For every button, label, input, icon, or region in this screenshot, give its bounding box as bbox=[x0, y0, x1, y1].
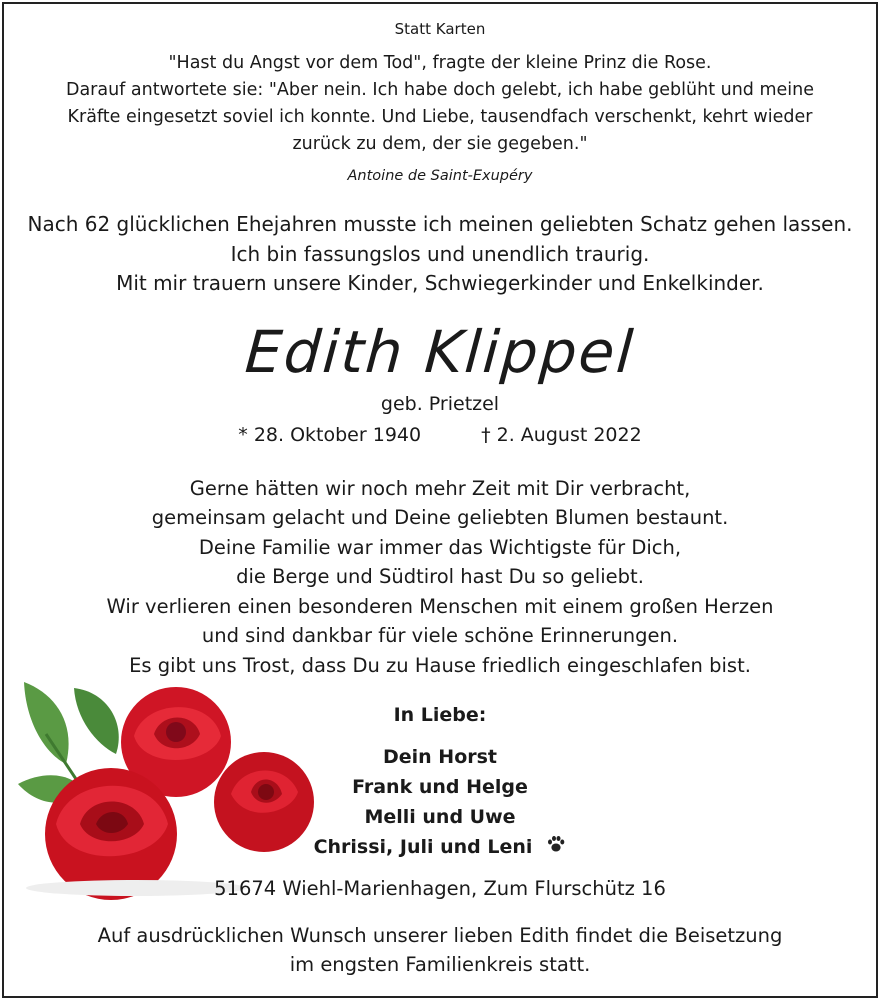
born-name: geb. Prietzel bbox=[380, 393, 500, 415]
closing-line: Auf ausdrücklichen Wunsch unserer lieben Edith findet die Beisetzung bbox=[97, 924, 783, 947]
tribute-line: Deine Familie war immer das Wichtigste für Dich, bbox=[198, 536, 682, 559]
intro-line: Nach 62 glücklichen Ehejahren musste ich meinen geliebten Schatz gehen lassen. bbox=[27, 212, 853, 236]
tribute-line: Gerne hätten wir noch mehr Zeit mit Dir verbracht, bbox=[189, 477, 691, 500]
tribute-line: Wir verlieren einen besonderen Menschen mit einem großen Herzen bbox=[106, 595, 774, 618]
signature-block bbox=[300, 704, 580, 863]
tribute-line: und sind dankbar für viele schöne Erinnerungen. bbox=[201, 624, 679, 647]
quote-line: "Hast du Angst vor dem Tod", fragte der kleine Prinz die Rose. bbox=[168, 53, 712, 73]
address: 51674 Wiehl-Marienhagen, Zum Flurschütz 16 bbox=[214, 877, 666, 900]
paw-print-icon bbox=[546, 833, 566, 863]
tribute-line: Es gibt uns Trost, dass Du zu Hause friedlich eingeschlafen bist. bbox=[129, 654, 751, 677]
signature-name: Frank und Helge bbox=[352, 776, 528, 798]
closing-line: im engsten Familienkreis statt. bbox=[289, 953, 591, 976]
quote-line: zurück zu dem, der sie gegeben." bbox=[292, 134, 588, 154]
signature-name: Dein Horst bbox=[382, 746, 498, 768]
signature-name: Melli und Uwe bbox=[364, 806, 516, 828]
intro-line: Ich bin fassungslos und unendlich traurig. bbox=[230, 242, 650, 266]
statt-karten: Statt Karten bbox=[394, 20, 486, 38]
tribute-line: gemeinsam gelacht und Deine geliebten Blumen bestaunt. bbox=[151, 506, 729, 529]
deceased-name: Edith Klippel bbox=[243, 318, 637, 386]
life-dates bbox=[0, 424, 880, 446]
signature-name: Chrissi, Juli und Leni bbox=[313, 836, 533, 858]
signature-heading: In Liebe: bbox=[393, 704, 487, 726]
quote-line: Darauf antwortete sie: "Aber nein. Ich habe doch gelebt, ich habe geblüht und meine bbox=[65, 80, 815, 100]
tribute-line: die Berge und Südtirol hast Du so geliebt. bbox=[236, 565, 644, 588]
signature-name-last bbox=[300, 832, 580, 863]
intro-line: Mit mir trauern unsere Kinder, Schwiegerkinder und Enkelkinder. bbox=[116, 271, 764, 295]
red-roses-image bbox=[16, 674, 326, 904]
birth-date: * 28. Oktober 1940 bbox=[238, 424, 422, 446]
death-date: † 2. August 2022 bbox=[481, 424, 642, 446]
quote-author: Antoine de Saint-Exupéry bbox=[347, 168, 533, 184]
quote-line: Kräfte eingesetzt soviel ich konnte. Und Liebe, tausendfach verschenkt, kehrt wieder bbox=[67, 107, 813, 127]
